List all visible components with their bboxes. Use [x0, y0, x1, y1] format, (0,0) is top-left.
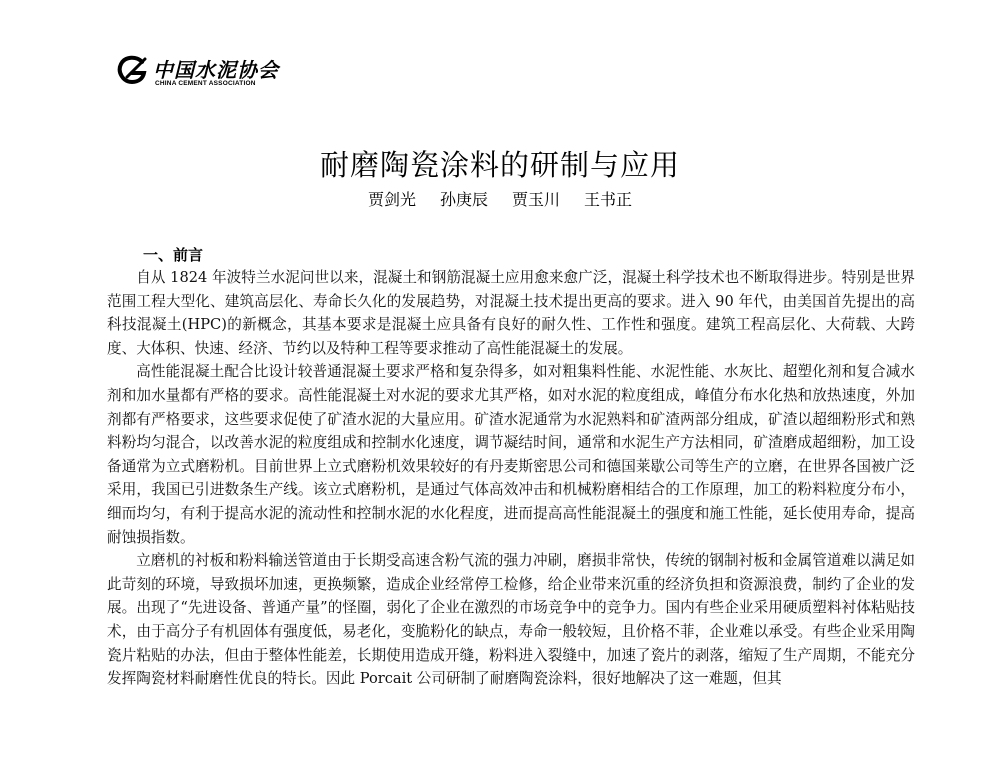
- author-name: 孙庚辰: [439, 190, 488, 209]
- body-paragraph: 高性能混凝土配合比设计较普通混凝土要求严格和复杂得多，如对粗集料性能、水泥性能、水灰比、超塑化剂和复合减水剂和加水量都有严格的要求。高性能混凝土对水泥的要求尤其严格，如对水泥的粒度组成，峰值分布水化热和放热速度，外加剂都有严格要求，这些要求促使了矿渣水泥的大量应用。矿渣水泥通常为水泥熟料和矿渣两部分组成，矿渣以超细粉形式和熟料粉均匀混合，以改善水泥的粒度组成和控制水化速度，调节凝结时间，通常和水泥生产方法相同，矿渣磨成超细粉，加工设备通常为立式磨粉机。目前世界上立式磨粉机效果较好的有丹麦斯密思公司和德国莱歇公司等生产的立磨，在世界各国被广泛采用，我国已引进数条生产线。该立式磨粉机，是通过气体高效冲击和机械粉磨相结合的工作原理，加工的粉料粒度分布小，细而均匀，有利于提高水泥的流动性和控制水泥的水化程度，进而提高高性能混凝土的强度和施工性能，延长使用寿命，提高耐蚀损指数。: [107, 363, 915, 546]
- association-emblem-icon: [115, 53, 149, 87]
- section-heading: 一、前言: [143, 246, 204, 264]
- article-title: 耐磨陶瓷涂料的研制与应用: [319, 148, 680, 182]
- logo-chinese-text: 中国水泥协会: [153, 58, 279, 82]
- author-name: 贾玉川: [512, 190, 561, 209]
- author-name: 贾剑光: [367, 190, 416, 209]
- logo-english-text: CHINA CEMENT ASSOCIATION: [155, 80, 256, 87]
- section-body: [107, 266, 915, 691]
- association-logo: [115, 50, 285, 95]
- body-paragraph: 立磨机的衬板和粉料输送管道由于长期受高速含粉气流的强力冲刷，磨损非常快，传统的钢制衬板和金属管道难以满足如此苛刻的环境，导致损坏加速，更换频繁，造成企业经常停工检修，给企业带来沉重的经济负担和资源浪费，制约了企业的发展。出现了“先进设备、普通产量”的怪圈，弱化了企业在激烈的市场竞争中的竞争力。国内有些企业采用硬质塑料衬体粘贴技术，由于高分子有机固体有强度低，易老化，变脆粉化的缺点，寿命一般较短，且价格不菲，企业难以承受。有些企业采用陶瓷片粘贴的办法，但由于整体性能差，长期使用造成开缝，粉料进入裂缝中，加速了瓷片的剥落，缩短了生产周期，不能充分发挥陶瓷材料耐磨性优良的特长。因此 Porcait 公司研制了耐磨陶瓷涂料，很好地解决了这一难题，但其: [107, 552, 915, 688]
- body-paragraph: 自从 1824 年波特兰水泥问世以来，混凝土和钢筋混凝土应用愈来愈广泛，混凝土科学技术也不断取得进步。特别是世界范围工程大型化、建筑高层化、寿命长久化的发展趋势，对混凝土技术提出更高的要求。进入 90 年代，由美国首先提出的高科技混凝土(HPC)的新概念，其基本要求是混凝土应具备有良好的耐久性、工作性和强度。建筑工程高层化、大荷载、大跨度、大体积、快速、经济、节约以及特种工程等要求推动了高性能混凝土的发展。: [107, 269, 915, 357]
- author-name: 王书正: [584, 190, 633, 209]
- author-list: [0, 187, 1000, 210]
